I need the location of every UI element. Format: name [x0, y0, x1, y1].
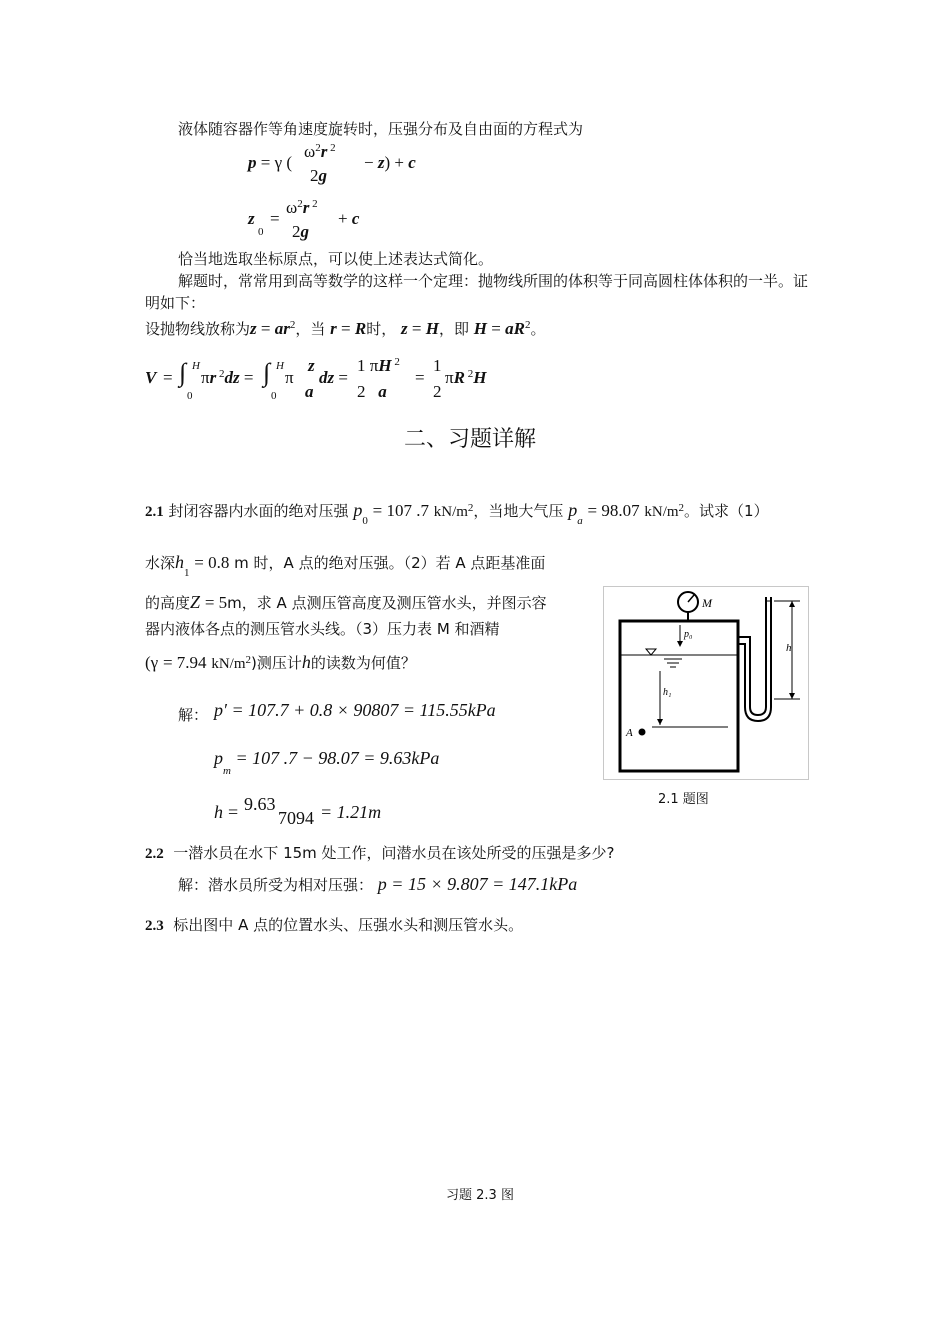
proof-line: 设抛物线放称为$z = ar^2$，当 r = R时， z = H，即 $H = aR^2$。	[145, 319, 546, 338]
label-a: A	[626, 727, 633, 739]
problem-2-2: 2.2 一潜水员在水下 15m 处工作，问潜水员在该处所受的压强是多少?	[145, 844, 615, 862]
solution-eq1: p′ = 107.7 + 0.8 × 90807 = 115.55kPa	[214, 700, 496, 720]
problem-2-1-line4: 器内液体各点的测压管水头线。（3）压力表 M 和酒精	[145, 620, 500, 638]
label-h1: h₁	[663, 687, 672, 698]
label-p0: p₀	[684, 629, 693, 640]
tank-diagram	[604, 587, 808, 779]
point-a-icon	[639, 729, 646, 736]
solution-eq2: $p_m = 107$ .7 − 98.07 = 9.63kPa	[214, 748, 440, 777]
label-h: h	[786, 642, 792, 654]
problem-2-1-line2: 水深$h_1 = 0.8$ m 时，A 点的绝对压强。（2）若 A 点距基准面	[145, 552, 546, 579]
origin-note: 恰当地选取坐标原点，可以使上述表达式简化。	[178, 250, 494, 268]
problem-2-1-line3: 的高度Z = 5m，求 A 点测压管高度及测压管水头，并图示容	[145, 592, 547, 612]
label-m: M	[702, 596, 712, 610]
solution-eq3: h = 9.63 7094 = 1.21m	[214, 794, 382, 828]
intro-line: 液体随容器作等角速度旋转时，压强分布及自由面的方程式为	[178, 120, 584, 138]
problem-2-3: 2.3 标出图中 A 点的位置水头、压强水头和测压管水头。	[145, 916, 524, 934]
theorem-text: 解题时，常常用到高等数学的这样一个定理：抛物线所围的体积等于同高圆柱体体积的一半。证明如下：	[145, 272, 809, 312]
figure-2-1	[603, 586, 809, 780]
volume-integral: V = ∫ H 0 πr $^2$dz = ∫ H 0 π z a dz = 1 πH $^2$ 2 a = 1 2 πR $^2$H	[145, 356, 487, 402]
figure-2-3-caption: 习题 2.3 图	[446, 1188, 514, 1203]
solution-2-2: 解：潜水员所受为相对压强： p = 15 × 9.807 = 147.1kPa	[178, 874, 578, 894]
problem-2-1-line1: 2.1 封闭容器内水面的绝对压强 $p_0 = 107$ .7 $kN/m^2$，当地大气压 $p_a = 98.07$ $kN/m^2$。试求（1）	[145, 500, 769, 527]
problem-2-1-line5: (γ = 7.94 $kN/m^2$)测压计h的读数为何值？	[145, 652, 416, 672]
section-title: 二、习题详解	[404, 427, 537, 452]
solution-label: 解：	[178, 706, 209, 724]
figure-2-1-caption: 2.1 题图	[658, 792, 709, 807]
